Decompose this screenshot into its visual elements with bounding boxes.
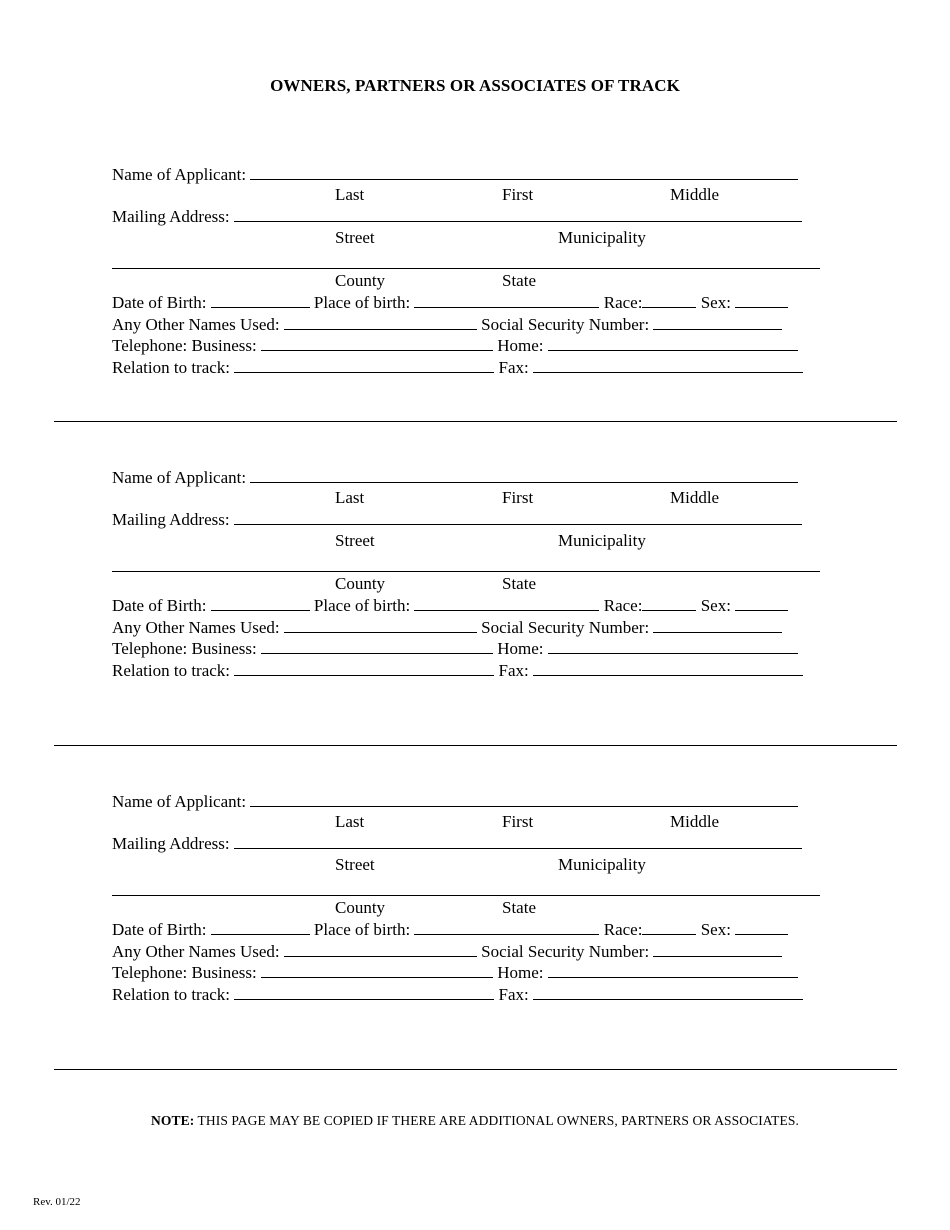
dob-label: Date of Birth: [112, 596, 207, 615]
mailing-row [112, 509, 802, 530]
relation-label: Relation to track: [112, 985, 231, 1004]
section-divider [54, 1069, 897, 1070]
revision-label: Rev. 01/22 [33, 1196, 81, 1208]
other-names-field[interactable] [284, 617, 477, 633]
tel-business-label: Telephone: Business: [112, 639, 257, 658]
county-sublabel: County [335, 271, 386, 290]
dob-row [112, 292, 788, 313]
mailing-label: Mailing Address: [112, 510, 230, 529]
mailing-field[interactable] [234, 206, 802, 222]
race-field[interactable] [642, 292, 696, 308]
race-field[interactable] [642, 919, 696, 935]
race-label: Race: [603, 596, 643, 615]
dob-row [112, 919, 788, 940]
relation-row [112, 357, 803, 378]
other-names-row [112, 941, 782, 962]
pob-field[interactable] [414, 595, 599, 611]
dob-field[interactable] [211, 595, 310, 611]
home-field[interactable] [548, 962, 798, 978]
dob-label: Date of Birth: [112, 293, 207, 312]
county-sublabel: County [335, 898, 386, 917]
middle-sublabel: Middle [670, 812, 720, 831]
name-field[interactable] [250, 164, 798, 180]
ssn-label: Social Security Number: [481, 618, 650, 637]
ssn-field[interactable] [653, 314, 782, 330]
fax-field[interactable] [533, 357, 803, 373]
other-names-label: Any Other Names Used: [112, 315, 280, 334]
ssn-field[interactable] [653, 617, 782, 633]
page-title: OWNERS, PARTNERS OR ASSOCIATES OF TRACK [270, 76, 680, 95]
fax-field[interactable] [533, 660, 803, 676]
note [0, 1113, 950, 1129]
mailing-row [112, 206, 802, 227]
street-sublabel: Street [335, 531, 375, 550]
home-label: Home: [497, 963, 544, 982]
dob-row [112, 595, 788, 616]
state-sublabel: State [502, 574, 536, 593]
municipality-sublabel: Municipality [558, 855, 646, 874]
county-sublabel: County [335, 574, 386, 593]
street-sublabel: Street [335, 855, 375, 874]
sex-field[interactable] [735, 919, 788, 935]
sex-label: Sex: [700, 596, 731, 615]
address-line-field[interactable] [112, 895, 820, 896]
relation-field[interactable] [234, 357, 494, 373]
dob-label: Date of Birth: [112, 920, 207, 939]
ssn-label: Social Security Number: [481, 942, 650, 961]
applicant-section [112, 467, 822, 697]
telephone-row [112, 638, 798, 659]
address-line-field[interactable] [112, 268, 820, 269]
mailing-row [112, 833, 802, 854]
municipality-sublabel: Municipality [558, 531, 646, 550]
last-sublabel: Last [335, 185, 365, 204]
pob-label: Place of birth: [313, 596, 411, 615]
other-names-row [112, 617, 782, 638]
note-label: NOTE: [151, 1113, 195, 1128]
other-names-label: Any Other Names Used: [112, 618, 280, 637]
race-label: Race: [603, 293, 643, 312]
mailing-label: Mailing Address: [112, 834, 230, 853]
fax-label: Fax: [498, 985, 529, 1004]
tel-business-field[interactable] [261, 962, 493, 978]
name-field[interactable] [250, 791, 798, 807]
note-text: THIS PAGE MAY BE COPIED IF THERE ARE ADDITIONAL OWNERS, PARTNERS OR ASSOCIATES. [194, 1113, 799, 1128]
dob-field[interactable] [211, 919, 310, 935]
ssn-label: Social Security Number: [481, 315, 650, 334]
sex-field[interactable] [735, 292, 788, 308]
name-label: Name of Applicant: [112, 468, 247, 487]
other-names-row [112, 314, 782, 335]
mailing-field[interactable] [234, 833, 802, 849]
tel-business-label: Telephone: Business: [112, 963, 257, 982]
tel-business-field[interactable] [261, 335, 493, 351]
other-names-label: Any Other Names Used: [112, 942, 280, 961]
pob-label: Place of birth: [313, 293, 411, 312]
middle-sublabel: Middle [670, 488, 720, 507]
home-field[interactable] [548, 335, 798, 351]
section-divider [54, 745, 897, 746]
telephone-row [112, 335, 798, 356]
dob-field[interactable] [211, 292, 310, 308]
sex-field[interactable] [735, 595, 788, 611]
applicant-section [112, 791, 822, 1021]
name-row [112, 791, 798, 812]
first-sublabel: First [502, 488, 534, 507]
middle-sublabel: Middle [670, 185, 720, 204]
name-label: Name of Applicant: [112, 165, 247, 184]
applicant-section [112, 164, 822, 394]
pob-field[interactable] [414, 919, 599, 935]
name-field[interactable] [250, 467, 798, 483]
other-names-field[interactable] [284, 941, 477, 957]
ssn-field[interactable] [653, 941, 782, 957]
relation-row [112, 984, 803, 1005]
mailing-label: Mailing Address: [112, 207, 230, 226]
name-row [112, 164, 798, 185]
telephone-row [112, 962, 798, 983]
race-field[interactable] [642, 595, 696, 611]
relation-row [112, 660, 803, 681]
home-label: Home: [497, 639, 544, 658]
home-field[interactable] [548, 638, 798, 654]
last-sublabel: Last [335, 812, 365, 831]
tel-business-field[interactable] [261, 638, 493, 654]
race-label: Race: [603, 920, 643, 939]
pob-label: Place of birth: [313, 920, 411, 939]
relation-field[interactable] [234, 660, 494, 676]
state-sublabel: State [502, 271, 536, 290]
first-sublabel: First [502, 812, 534, 831]
section-divider [54, 421, 897, 422]
tel-business-label: Telephone: Business: [112, 336, 257, 355]
first-sublabel: First [502, 185, 534, 204]
relation-label: Relation to track: [112, 661, 231, 680]
relation-label: Relation to track: [112, 358, 231, 377]
fax-label: Fax: [498, 358, 529, 377]
mailing-field[interactable] [234, 509, 802, 525]
relation-field[interactable] [234, 984, 494, 1000]
pob-field[interactable] [414, 292, 599, 308]
municipality-sublabel: Municipality [558, 228, 646, 247]
fax-field[interactable] [533, 984, 803, 1000]
sex-label: Sex: [700, 293, 731, 312]
fax-label: Fax: [498, 661, 529, 680]
state-sublabel: State [502, 898, 536, 917]
name-label: Name of Applicant: [112, 792, 247, 811]
home-label: Home: [497, 336, 544, 355]
last-sublabel: Last [335, 488, 365, 507]
street-sublabel: Street [335, 228, 375, 247]
sex-label: Sex: [700, 920, 731, 939]
name-row [112, 467, 798, 488]
address-line-field[interactable] [112, 571, 820, 572]
other-names-field[interactable] [284, 314, 477, 330]
